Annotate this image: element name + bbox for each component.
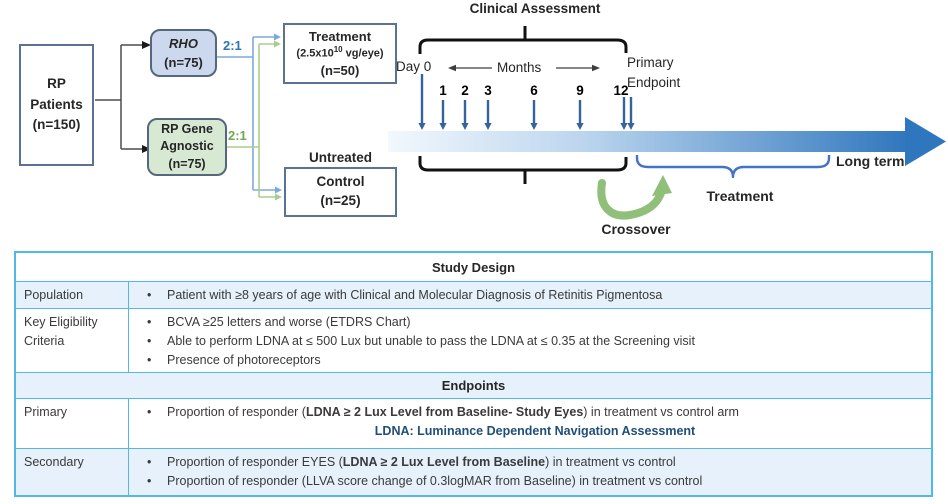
table-row-population xyxy=(16,281,931,308)
tick-month-6: 6 xyxy=(530,83,538,98)
eligibility-bullet-3: • Presence of photoreceptors xyxy=(147,351,923,370)
timeline-arrowhead xyxy=(905,117,946,166)
rp-patients-line1: RP xyxy=(47,75,66,91)
control-title: Control xyxy=(316,174,365,190)
rho-arrow-treatment xyxy=(274,34,281,41)
treatment-dose: ($2.5x10^{10}$ vg/eye) xyxy=(296,45,384,60)
gene-randomization-lines xyxy=(226,44,275,197)
eligibility-label: Key Eligibility Criteria xyxy=(16,309,129,372)
population-bullet: • Patient with ≥8 years of age with Clinical and Molecular Diagnosis of Retinitis Pigmentosa xyxy=(147,286,923,305)
tick-month-3: 3 xyxy=(484,83,492,98)
clinical-assessment-bracket xyxy=(420,26,626,54)
secondary-bullet-1: • Proportion of responder EYES (LDNA ≥ 2 Lux Level from Baseline) in treatment vs control xyxy=(147,453,923,472)
study-design-title: Study Design xyxy=(431,259,516,275)
treatment-phase-label: Treatment xyxy=(706,188,774,204)
gene-arm-line1: RP Gene xyxy=(161,121,213,136)
rho-arm-n: (n=75) xyxy=(164,55,203,70)
ldna-definition: LDNA: Luminance Dependent Navigation Assessment xyxy=(374,424,696,438)
primary-label: Primary xyxy=(16,399,129,448)
assessment-bottom-bracket xyxy=(420,156,626,184)
months-label: Months xyxy=(497,60,542,75)
primary-bullet: • Proportion of responder (LDNA ≥ 2 Lux Level from Baseline- Study Eyes) in treatment vs control arm xyxy=(147,403,923,422)
control-n: (n=25) xyxy=(320,193,361,208)
gene-arm-line2: Agnostic xyxy=(160,139,214,154)
eligibility-bullet-2: • Able to perform LDNA at ≤ 500 Lux but unable to pass the LDNA at ≤ 0.35 at the Screening visit xyxy=(147,332,923,351)
table-row-secondary xyxy=(16,448,931,495)
endpoints-title: Endpoints xyxy=(441,378,506,393)
trial-flow-diagram xyxy=(0,0,948,250)
rho-randomization-ratio: 2:1 xyxy=(223,38,242,53)
gene-randomization-ratio: 2:1 xyxy=(228,128,247,143)
bullet-icon: • xyxy=(147,288,152,302)
treatment-n: (n=50) xyxy=(320,62,360,78)
eligibility-bullet-1: • BCVA ≥25 letters and worse (ETDRS Chart) xyxy=(147,313,923,332)
tick-month-2: 2 xyxy=(461,83,469,98)
diagram-graphics xyxy=(0,0,948,250)
primary-endpoint-label: Primary Endpoint xyxy=(627,55,681,90)
bullet-icon: • xyxy=(147,405,152,419)
table-header-study-design xyxy=(16,253,931,281)
untreated-label: Untreated xyxy=(308,150,372,165)
rho-arrow-control xyxy=(275,187,282,194)
timeline-bar xyxy=(388,131,907,152)
day0-label: Day 0 xyxy=(396,59,432,74)
bullet-icon: • xyxy=(147,474,152,488)
tick-month-1: 1 xyxy=(439,83,447,98)
treatment-phase-brace xyxy=(637,155,829,177)
secondary-bullet-2: • Proportion of responder (LLVA score change of 0.3logMAR from Baseline) in treatment vs control xyxy=(147,472,923,491)
gene-agnostic-arm-box xyxy=(147,118,227,176)
tick-month-12: 12 xyxy=(613,83,629,98)
crossover-arrow xyxy=(601,175,672,216)
tick-month-9: 9 xyxy=(576,83,584,98)
gene-arm-n: (n=75) xyxy=(168,156,206,171)
control-group-box xyxy=(284,167,397,217)
gene-arrow-control xyxy=(275,194,282,201)
bullet-icon: • xyxy=(147,315,152,329)
long-term-label: Long term xyxy=(836,153,905,169)
bullet-icon: • xyxy=(147,455,152,469)
population-label: Population xyxy=(16,282,129,308)
rho-arm-box xyxy=(150,29,217,77)
rp-patients-line3: (n=150) xyxy=(32,117,81,133)
treatment-group-box xyxy=(283,23,397,84)
crossover-label: Crossover xyxy=(601,221,671,237)
rp-patients-line2: Patients xyxy=(30,96,83,112)
bullet-icon: • xyxy=(147,334,152,348)
bullet-icon: • xyxy=(147,353,152,367)
table-row-eligibility xyxy=(16,308,931,372)
clinical-assessment-label: Clinical Assessment xyxy=(469,1,601,16)
rho-arm-title: RHO xyxy=(169,35,198,51)
treatment-title: Treatment xyxy=(308,28,372,44)
branch-connector-lines xyxy=(95,45,142,149)
table-header-endpoints xyxy=(16,372,931,398)
rp-patients-box xyxy=(19,44,94,166)
study-design-table xyxy=(14,251,933,497)
secondary-label: Secondary xyxy=(16,449,129,495)
table-row-primary xyxy=(16,398,931,448)
gene-arrow-treatment xyxy=(274,41,281,48)
